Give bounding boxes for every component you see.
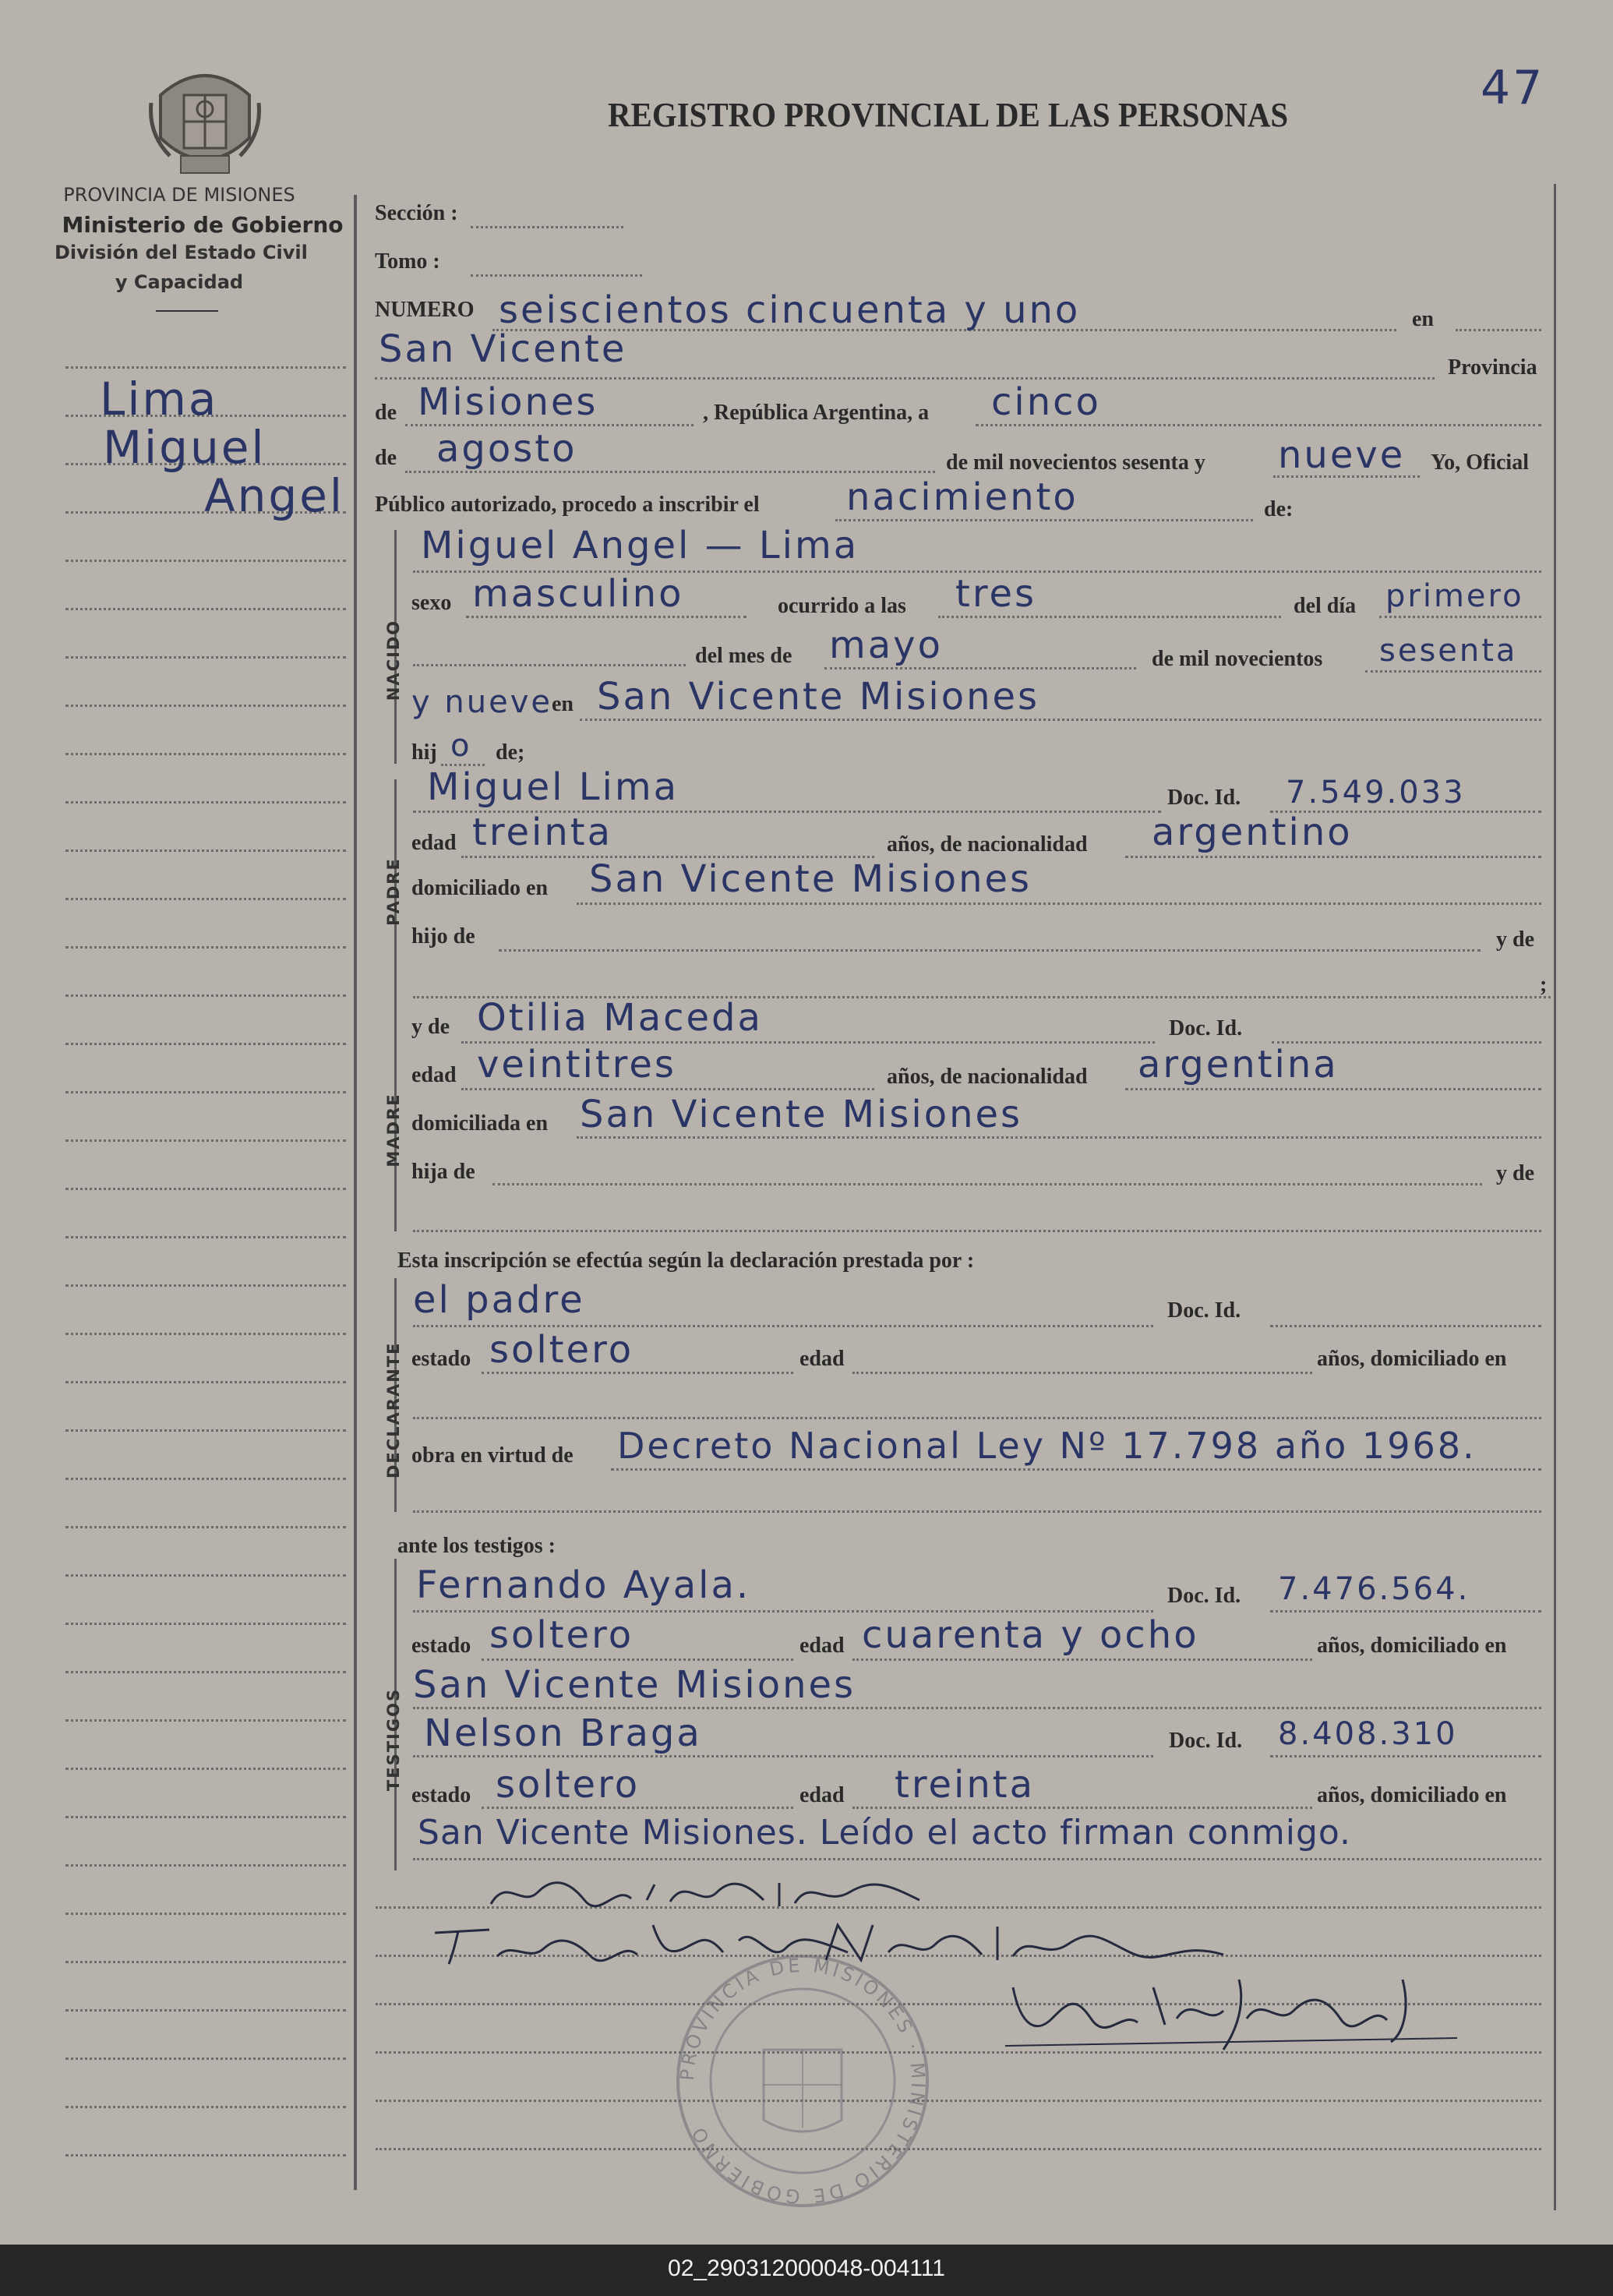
- mes-inscripcion-value: agosto: [436, 427, 577, 471]
- margin-rule: [65, 1284, 346, 1287]
- semicolon-label: ;: [1540, 973, 1548, 997]
- margin-rule: [65, 1236, 346, 1238]
- padre-nombre-value: Miguel Lima: [427, 765, 679, 809]
- mil-novecientos-label: de mil novecientos: [1152, 647, 1323, 671]
- margin-rule: [65, 656, 346, 659]
- declarante-nombre-value: el padre: [413, 1278, 585, 1322]
- margin-rule: [65, 1913, 346, 1915]
- testigo1-domicilio-value: San Vicente Misiones: [413, 1663, 856, 1707]
- nombre-value: Miguel Angel — Lima: [421, 524, 859, 567]
- hora-line: [938, 616, 1281, 618]
- hora-value: tres: [955, 572, 1037, 616]
- section-label-nacido: NACIDO: [384, 619, 403, 701]
- margin-rule: [65, 1526, 346, 1528]
- testigo1-nombre-line: [413, 1610, 1153, 1612]
- testigo1-doc-label: Doc. Id.: [1167, 1584, 1241, 1608]
- del-mes-label: del mes de: [695, 644, 792, 668]
- testigo2-nombre-value: Nelson Braga: [424, 1711, 702, 1755]
- ocurrido-label: ocurrido a las: [778, 594, 906, 618]
- testigo2-domicilio-label: años, domiciliado en: [1317, 1783, 1507, 1807]
- testigo2-edad-label: edad: [799, 1783, 845, 1807]
- acto-value: nacimiento: [846, 475, 1078, 519]
- seccion-label: Sección :: [375, 201, 458, 225]
- hij-suffix: o: [450, 728, 472, 764]
- margin-rule: [65, 1091, 346, 1093]
- margin-given-name-2: Angel: [204, 469, 345, 522]
- tomo-label: Tomo :: [375, 249, 440, 274]
- margin-rule: [65, 560, 346, 562]
- anio-inscripcion-value: nueve: [1278, 433, 1406, 477]
- margin-rule: [65, 801, 346, 804]
- signature-witness-1: [427, 1917, 863, 1972]
- margin-rule: [65, 1429, 346, 1432]
- testigo1-edad-line: [852, 1658, 1312, 1661]
- declarante-estado-line: [482, 1372, 793, 1374]
- de-colon-label: de:: [1264, 497, 1294, 521]
- margin-rule: [65, 1478, 346, 1480]
- padre-edad-value: treinta: [472, 811, 613, 854]
- margin-rule: [65, 1574, 346, 1577]
- padre-domicilio-value: San Vicente Misiones: [589, 857, 1032, 901]
- tomo-line: [471, 274, 642, 277]
- dia-inscripcion-line: [976, 424, 1541, 426]
- de-semicolon-label: de;: [496, 740, 525, 765]
- declarante-estado-label: estado: [411, 1347, 471, 1371]
- madre-domicilio-label: domiciliada en: [411, 1111, 549, 1136]
- section-label-padre: PADRE: [384, 857, 403, 926]
- declaracion-label: Esta inscripción se efectúa según la declaración prestada por :: [397, 1249, 975, 1273]
- madre-hija-de-label: hija de: [411, 1160, 475, 1184]
- obra-line: [611, 1468, 1541, 1471]
- mes-pre-line: [413, 664, 686, 666]
- testigo1-doc-value: 7.476.564.: [1278, 1571, 1470, 1607]
- margin-rule: [65, 1623, 346, 1625]
- testigo2-estado-line: [482, 1807, 793, 1809]
- form-right-border: [1554, 184, 1556, 2210]
- mes-inscripcion-line: [405, 471, 935, 473]
- en-place-line: [375, 377, 1435, 380]
- margin-rule: [65, 1816, 346, 1818]
- testigo2-edad-value: treinta: [895, 1763, 1036, 1807]
- margin-rule: [65, 1768, 346, 1770]
- office-line1: PROVINCIA DE MISIONES: [63, 184, 295, 206]
- margin-rule: [65, 2058, 346, 2060]
- image-caption: 02_290312000048-004111: [668, 2255, 945, 2281]
- provincia-value: Misiones: [418, 380, 598, 424]
- de-label-2: de: [375, 446, 397, 470]
- sexo-value: masculino: [472, 572, 684, 616]
- padre-doc-label: Doc. Id.: [1167, 786, 1241, 810]
- office-line4: y Capacidad: [115, 271, 244, 293]
- madre-hija-de-line: [492, 1183, 1482, 1185]
- province-crest-logo: [146, 64, 263, 189]
- lugar-nac-value: San Vicente Misiones: [597, 675, 1040, 719]
- testigo2-doc-value: 8.408.310: [1278, 1716, 1458, 1752]
- declarante-edad-label: edad: [799, 1347, 845, 1371]
- testigo2-domicilio-value: San Vicente Misiones. Leído el acto firman conmigo.: [418, 1813, 1352, 1853]
- sexo-line: [466, 616, 746, 618]
- margin-rule: [65, 898, 346, 900]
- margin-rule: [65, 705, 346, 707]
- del-dia-label: del día: [1294, 594, 1357, 618]
- anio-nac-line: [1365, 670, 1541, 673]
- dia-inscripcion-value: cinco: [991, 380, 1101, 424]
- margin-rule: [65, 1139, 346, 1142]
- provincia-label: Provincia: [1448, 355, 1537, 380]
- madre-doc-label: Doc. Id.: [1169, 1016, 1243, 1040]
- testigo2-doc-line: [1270, 1755, 1541, 1757]
- margin-rule: [65, 1188, 346, 1190]
- signature-official: [997, 1964, 1465, 2058]
- page-number: 47: [1481, 61, 1545, 115]
- madre-y-de-label: y de: [411, 1015, 450, 1039]
- margin-rule: [65, 366, 346, 369]
- testigo1-edad-value: cuarenta y ocho: [862, 1613, 1199, 1657]
- signature-line-6: [376, 2148, 1541, 2150]
- anio-nac-value-2: y nueve: [411, 684, 552, 720]
- padre-y-de-label: y de: [1496, 927, 1534, 952]
- padre-doc-value: 7.549.033: [1286, 775, 1466, 811]
- anio-nac-value-1: sesenta: [1379, 633, 1518, 669]
- numero-value: seiscientos cincuenta y uno: [499, 288, 1081, 332]
- publico-label: Público autorizado, procedo a inscribir el: [375, 493, 760, 517]
- mil-sesenta-label: de mil novecientos sesenta y: [946, 450, 1205, 475]
- testigo2-estado-label: estado: [411, 1783, 471, 1807]
- declarante-doc-label: Doc. Id.: [1167, 1298, 1241, 1323]
- margin-rule: [65, 946, 346, 948]
- office-divider: [156, 310, 218, 312]
- declarante-domicilio-line: [413, 1417, 1541, 1419]
- acto-line: [835, 519, 1253, 521]
- margin-rule: [65, 1961, 346, 1963]
- padre-hijo-de-line: [499, 949, 1481, 952]
- dia-nac-line: [1379, 616, 1541, 618]
- margin-rule: [65, 1719, 346, 1722]
- testigo1-doc-line: [1270, 1610, 1541, 1612]
- madre-domicilio-value: San Vicente Misiones: [580, 1093, 1023, 1136]
- madre-nacionalidad-value: argentina: [1138, 1043, 1339, 1086]
- testigo1-estado-value: soltero: [489, 1613, 634, 1657]
- en-label: en: [1412, 307, 1434, 331]
- margin-rule: [65, 1333, 346, 1335]
- madre-nacionalidad-label: años, de nacionalidad: [887, 1065, 1088, 1089]
- mes-nac-line: [824, 667, 1136, 669]
- madre-edad-line: [461, 1088, 874, 1090]
- testigo2-domicilio-line: [413, 1858, 1541, 1860]
- seccion-line: [471, 226, 623, 228]
- padre-nacionalidad-value: argentino: [1152, 811, 1353, 854]
- margin-rule: [65, 608, 346, 610]
- official-seal: [662, 1948, 943, 2213]
- testigo2-doc-label: Doc. Id.: [1169, 1729, 1243, 1753]
- lugar-nac-line: [580, 719, 1541, 721]
- margin-rule: [65, 1043, 346, 1045]
- testigo2-estado-value: soltero: [496, 1763, 641, 1807]
- obra-value: Decreto Nacional Ley Nº 17.798 año 1968.: [617, 1425, 1477, 1467]
- margin-surname: Lima: [100, 373, 219, 426]
- margin-rule: [65, 994, 346, 997]
- en-line: [1456, 329, 1541, 331]
- madre-y-de-line: [413, 1230, 1541, 1232]
- declarante-doc-line: [1270, 1325, 1541, 1327]
- mes-nac-value: mayo: [829, 623, 943, 667]
- signature-registrant: [483, 1869, 951, 1916]
- margin-given-name-1: Miguel: [103, 421, 266, 474]
- margin-rule: [65, 2154, 346, 2156]
- madre-edad-value: veintitres: [477, 1043, 676, 1086]
- obra-line-2: [413, 1510, 1541, 1513]
- margin-rule: [65, 753, 346, 755]
- section-label-madre: MADRE: [384, 1093, 403, 1167]
- testigo2-nombre-line: [413, 1755, 1153, 1757]
- sexo-label: sexo: [411, 591, 452, 615]
- padre-domicilio-line: [577, 903, 1541, 905]
- page-title: REGISTRO PROVINCIAL DE LAS PERSONAS: [608, 96, 1289, 134]
- ante-testigos-label: ante los testigos :: [397, 1534, 556, 1558]
- testigo1-estado-label: estado: [411, 1634, 471, 1658]
- padre-hijo-de-label: hijo de: [411, 924, 475, 948]
- republica-label: , República Argentina, a: [703, 401, 930, 425]
- margin-rule: [65, 850, 346, 852]
- madre-nacionalidad-line: [1125, 1088, 1541, 1090]
- office-line3: División del Estado Civil: [55, 242, 308, 263]
- yo-oficial-label: Yo, Oficial: [1431, 450, 1529, 475]
- testigo1-estado-line: [482, 1658, 793, 1661]
- section-label-declarante: DECLARANTE: [384, 1341, 403, 1478]
- hij-label: hij: [411, 740, 437, 765]
- numero-label: NUMERO: [375, 298, 475, 322]
- form-left-border: [354, 195, 357, 2190]
- signature-line-5: [376, 2100, 1541, 2102]
- provincia-line: [405, 424, 694, 426]
- declarante-domicilio-label: años, domiciliado en: [1317, 1347, 1507, 1371]
- padre-nacionalidad-label: años, de nacionalidad: [887, 832, 1088, 857]
- testigo1-edad-label: edad: [799, 1634, 845, 1658]
- padre-nacionalidad-line: [1125, 856, 1541, 858]
- madre-nombre-value: Otilia Maceda: [477, 996, 763, 1040]
- testigo1-domicilio-label: años, domiciliado en: [1317, 1634, 1507, 1658]
- en-place-value: San Vicente: [379, 327, 627, 371]
- office-line2: Ministerio de Gobierno: [62, 212, 344, 238]
- de-label-1: de: [375, 401, 397, 425]
- madre-domicilio-line: [577, 1136, 1541, 1139]
- padre-edad-label: edad: [411, 831, 457, 855]
- declarante-edad-line: [852, 1372, 1312, 1374]
- obra-virtud-label: obra en virtud de: [411, 1443, 574, 1468]
- testigo1-nombre-value: Fernando Ayala.: [416, 1563, 751, 1607]
- seal-text: PROVINCIA DE MISIONES · MINISTERIO DE GOBIERNO: [676, 1954, 930, 2208]
- madre-y-de-label-2: y de: [1496, 1161, 1534, 1185]
- margin-rule: [65, 1864, 346, 1867]
- margin-rule: [65, 2106, 346, 2108]
- section-label-testigos: TESTIGOS: [384, 1687, 403, 1792]
- testigo1-domicilio-line: [413, 1707, 1541, 1709]
- testigo2-edad-line: [852, 1807, 1312, 1809]
- declarante-estado-value: soltero: [489, 1328, 634, 1372]
- margin-rule: [65, 2009, 346, 2012]
- margin-rule: [65, 1671, 346, 1673]
- declarante-nombre-line: [413, 1325, 1153, 1327]
- padre-domicilio-label: domiciliado en: [411, 876, 549, 900]
- en-label-2: en: [552, 692, 574, 716]
- margin-rule: [65, 1381, 346, 1383]
- madre-edad-label: edad: [411, 1063, 457, 1087]
- dia-nac-value: primero: [1385, 578, 1524, 614]
